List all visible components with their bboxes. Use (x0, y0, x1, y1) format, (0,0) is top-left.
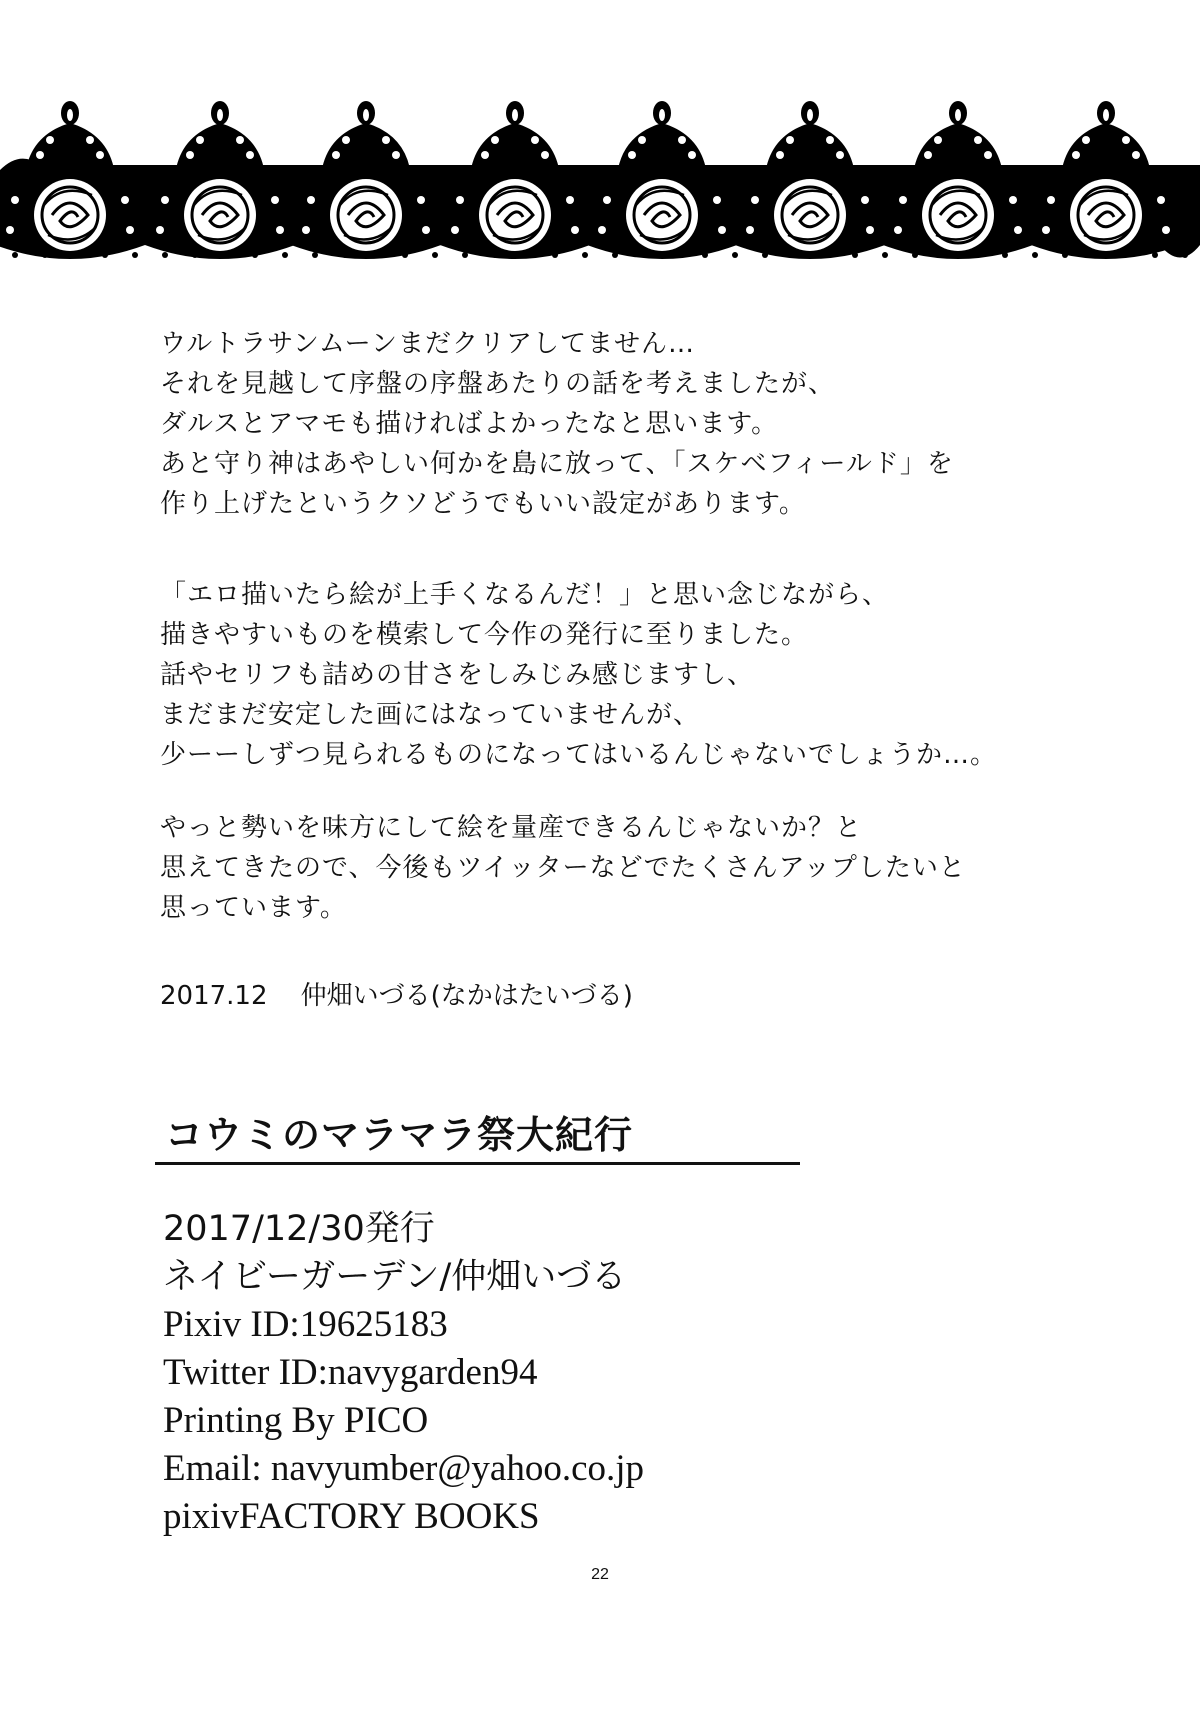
lace-dot (492, 252, 498, 258)
colophon-divider (155, 1162, 800, 1165)
afterword-line: ダルスとアマモも描ければよかったなと思います。 (160, 409, 779, 439)
lace-dot (192, 252, 198, 258)
afterword-line: 「エロ描いたら絵が上手くなるんだ！」と思い念じながら、 (160, 580, 890, 610)
publish-date: 2017/12/30発行 (163, 1209, 435, 1249)
signature-date: 2017.12 (160, 981, 268, 1011)
lace-dot (432, 252, 438, 258)
publisher: pixivFACTORY BOOKS (163, 1496, 540, 1537)
afterword-paragraph-2 (160, 575, 1140, 775)
afterword-line: 作り上げたというクソどうでもいい設定があります。 (160, 489, 806, 519)
lace-dot (522, 252, 528, 258)
afterword-line: 描きやすいものを模索して今作の発行に至りました。 (160, 620, 809, 650)
lace-dot (312, 252, 318, 258)
lace-dot (102, 252, 108, 258)
afterword-line: あと守り神はあやしい何かを島に放って、「スケベフィールド」を (160, 449, 954, 479)
afterword-paragraph-1 (160, 324, 1140, 524)
signature-author: 仲畑いづる(なかはたいづる) (300, 981, 633, 1011)
lace-dot (462, 252, 468, 258)
rose-motif (0, 101, 146, 259)
colophon-title: コウミのマラマラ祭大紀行 (165, 1113, 634, 1157)
lace-dot (132, 252, 138, 258)
lace-dot (1152, 252, 1158, 258)
afterword-line: 思えてきたので、今後もツイッターなどでたくさんアップしたいと (160, 853, 966, 883)
lace-dot (1002, 252, 1008, 258)
lace-dot (372, 252, 378, 258)
lace-dot (882, 252, 888, 258)
afterword-paragraph-3 (160, 808, 1140, 928)
lace-dot (642, 252, 648, 258)
lace-dot (252, 252, 258, 258)
lace-dot (1062, 252, 1068, 258)
rose-motif (439, 101, 590, 259)
afterword-line: 少ーーしずつ見られるものになってはいるんじゃないでしょうか…。 (160, 740, 998, 770)
lace-dot (162, 252, 168, 258)
lace-dot (42, 252, 48, 258)
twitter-id: Twitter ID:navygarden94 (163, 1352, 538, 1393)
lace-dot (1122, 252, 1128, 258)
printer: Printing By PICO (163, 1400, 429, 1441)
pixiv-id: Pixiv ID:19625183 (163, 1304, 448, 1345)
rose-motif (144, 101, 295, 259)
lace-dot (942, 252, 948, 258)
lace-dot (702, 252, 708, 258)
lace-dot (912, 252, 918, 258)
rose-motif (290, 101, 441, 259)
circle-author: ネイビーガーデン/仲畑いづる (163, 1257, 627, 1297)
page-number: 22 (591, 1566, 609, 1583)
lace-dot (282, 252, 288, 258)
lace-dot (1092, 252, 1098, 258)
lace-dot (222, 252, 228, 258)
lace-dot (402, 252, 408, 258)
afterword-line: それを見越して序盤の序盤あたりの話を考えましたが、 (160, 369, 836, 399)
rose-lace-border (0, 95, 1200, 275)
colophon (163, 1205, 644, 1541)
afterword-line: まだまだ安定した画にはなっていませんが、 (160, 700, 701, 730)
lace-dot (852, 252, 858, 258)
lace-dot (72, 252, 78, 258)
lace-dot (582, 252, 588, 258)
lace-dot (612, 252, 618, 258)
lace-dot (1182, 252, 1188, 258)
lace-dot (342, 252, 348, 258)
afterword-line: 思っています。 (160, 893, 347, 923)
lace-dot (972, 252, 978, 258)
lace-dot (732, 252, 738, 258)
lace-dot (762, 252, 768, 258)
rose-motif (1030, 101, 1181, 259)
email: Email: navyumber@yahoo.co.jp (163, 1448, 645, 1489)
lace-dot (792, 252, 798, 258)
afterword-signature (160, 976, 633, 1016)
rose-motif (734, 101, 885, 259)
rose-motif (882, 101, 1033, 259)
afterword-line: ウルトラサンムーンまだクリアしてません… (160, 329, 696, 359)
rose-motif (586, 101, 737, 259)
lace-dot (1032, 252, 1038, 258)
lace-dot (822, 252, 828, 258)
lace-dot (12, 252, 18, 258)
afterword-line: 話やセリフも詰めの甘さをしみじみ感じますし、 (160, 660, 755, 690)
lace-dot (672, 252, 678, 258)
lace-dot (552, 252, 558, 258)
afterword-line: やっと勢いを味方にして絵を量産できるんじゃないか？と (160, 813, 863, 843)
